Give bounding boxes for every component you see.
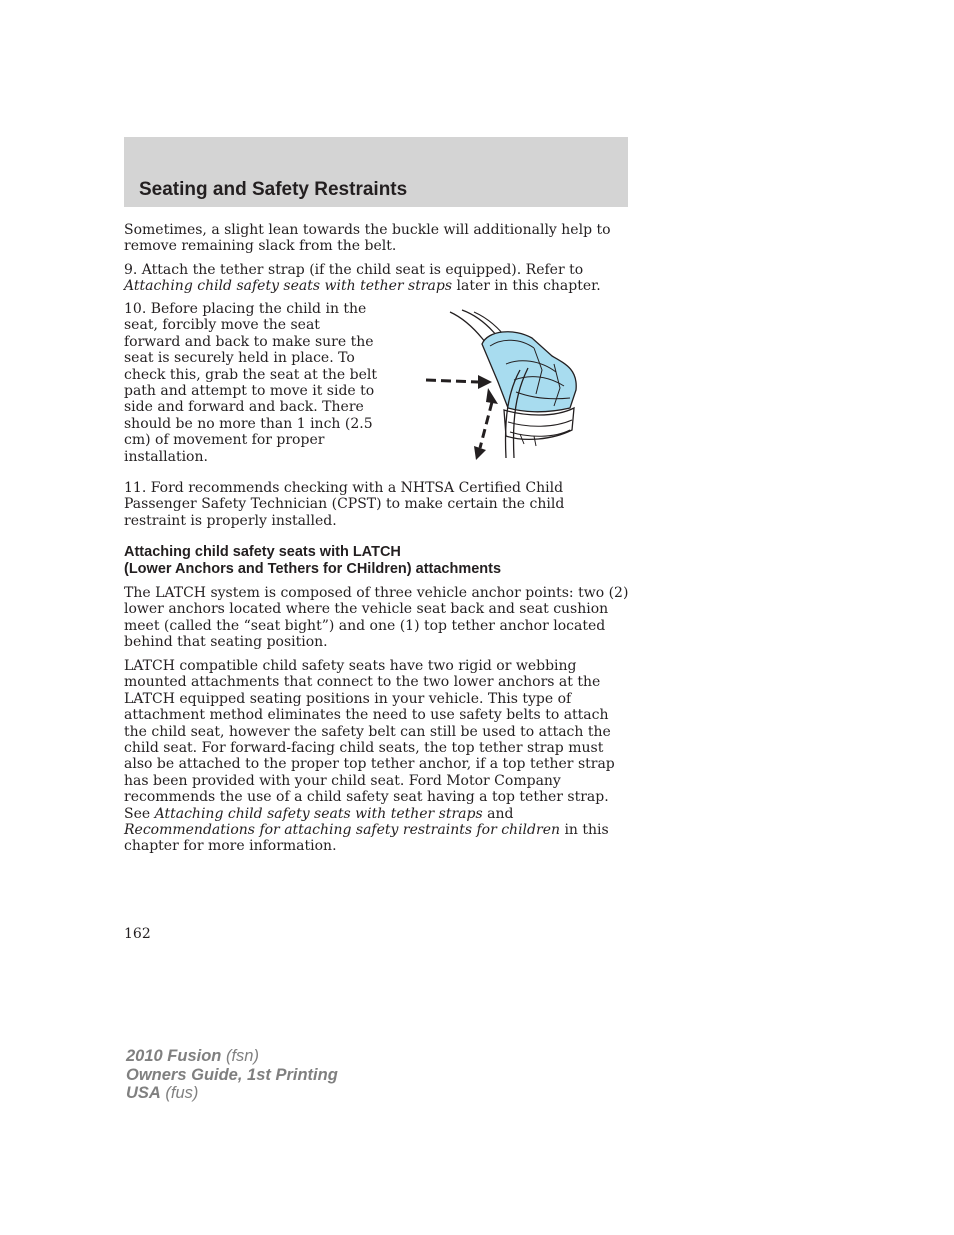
- footer-model-code: (fsn): [221, 1047, 259, 1065]
- footer-guide-line: [126, 1066, 338, 1085]
- child-seat-movement-illustration: [424, 308, 584, 464]
- footer-market: USA: [126, 1084, 161, 1102]
- paragraph-step-9: [124, 262, 630, 295]
- latch-compatible-text: LATCH compatible child safety seats have two rigid or webbing mounted attachments that connect to the two lower anchors at the LATCH equipped seating positions in your vehicle. This type of attachment method eliminates the need to use safety belts to attach the child seat, however the safety belt can still be used to attach the child seat. For forward-facing child seats, the top tether strap must also be attached to the proper top tether anchor, if a top tether strap has been provided with your child seat. Ford Motor Company recommends the use of a child safety seat having a top tether strap. See: [124, 658, 615, 822]
- footer-market-line: [126, 1084, 338, 1103]
- paragraph-step-10: 10. Before placing the child in the seat, forcibly move the seat forward and back to make sure the seat is securely held in place. To check this, grab the seat at the belt path and attempt to move it side to side and forward and back. There should be no more than 1 inch (2.5 cm) of movement for proper installation.: [124, 301, 377, 465]
- latch-subheading-line1: Attaching child safety seats with LATCH: [124, 544, 401, 560]
- paragraph-slack: Sometimes, a slight lean towards the buckle will additionally help to remove remaining slack from the belt.: [124, 222, 611, 255]
- footer-market-code: (fus): [160, 1084, 199, 1102]
- page-number: 162: [124, 926, 151, 942]
- footer-model: 2010 Fusion: [126, 1047, 222, 1065]
- cross-reference-recommendations: Recommendations for attaching safety restraints for children: [124, 822, 560, 839]
- cross-reference-tether-straps-2: Attaching child safety seats with tether straps: [154, 805, 483, 822]
- paragraph-step-11: 11. Ford recommends checking with a NHTSA Certified Child Passenger Safety Technician (CPST) to make certain the child restraint is properly installed.: [124, 480, 565, 529]
- latch-compatible-and: and: [482, 805, 514, 822]
- latch-subheading: [124, 544, 630, 578]
- footer-model-line: [126, 1047, 338, 1066]
- latch-compatible-end: in this chapter for more information.: [124, 822, 609, 855]
- latch-subheading-line2: (Lower Anchors and Tethers for CHildren) attachments: [124, 561, 502, 577]
- footer-guide: Owners Guide, 1st Printing: [126, 1065, 338, 1084]
- section-header: [124, 137, 628, 207]
- section-title: Seating and Safety Restraints: [139, 179, 408, 200]
- cross-reference-tether-straps: Attaching child safety seats with tether straps: [124, 278, 453, 295]
- step-9-text-end: later in this chapter.: [452, 278, 601, 295]
- paragraph-latch-compatible: [124, 658, 630, 855]
- step-9-text: 9. Attach the tether strap (if the child seat is equipped). Refer to: [124, 262, 584, 278]
- document-footer: [126, 1047, 338, 1103]
- paragraph-latch-system: The LATCH system is composed of three vehicle anchor points: two (2) lower anchors located where the vehicle seat back and seat cushion meet (called the “seat bight”) and one (1) top tether anchor located behind that seating position.: [124, 585, 629, 651]
